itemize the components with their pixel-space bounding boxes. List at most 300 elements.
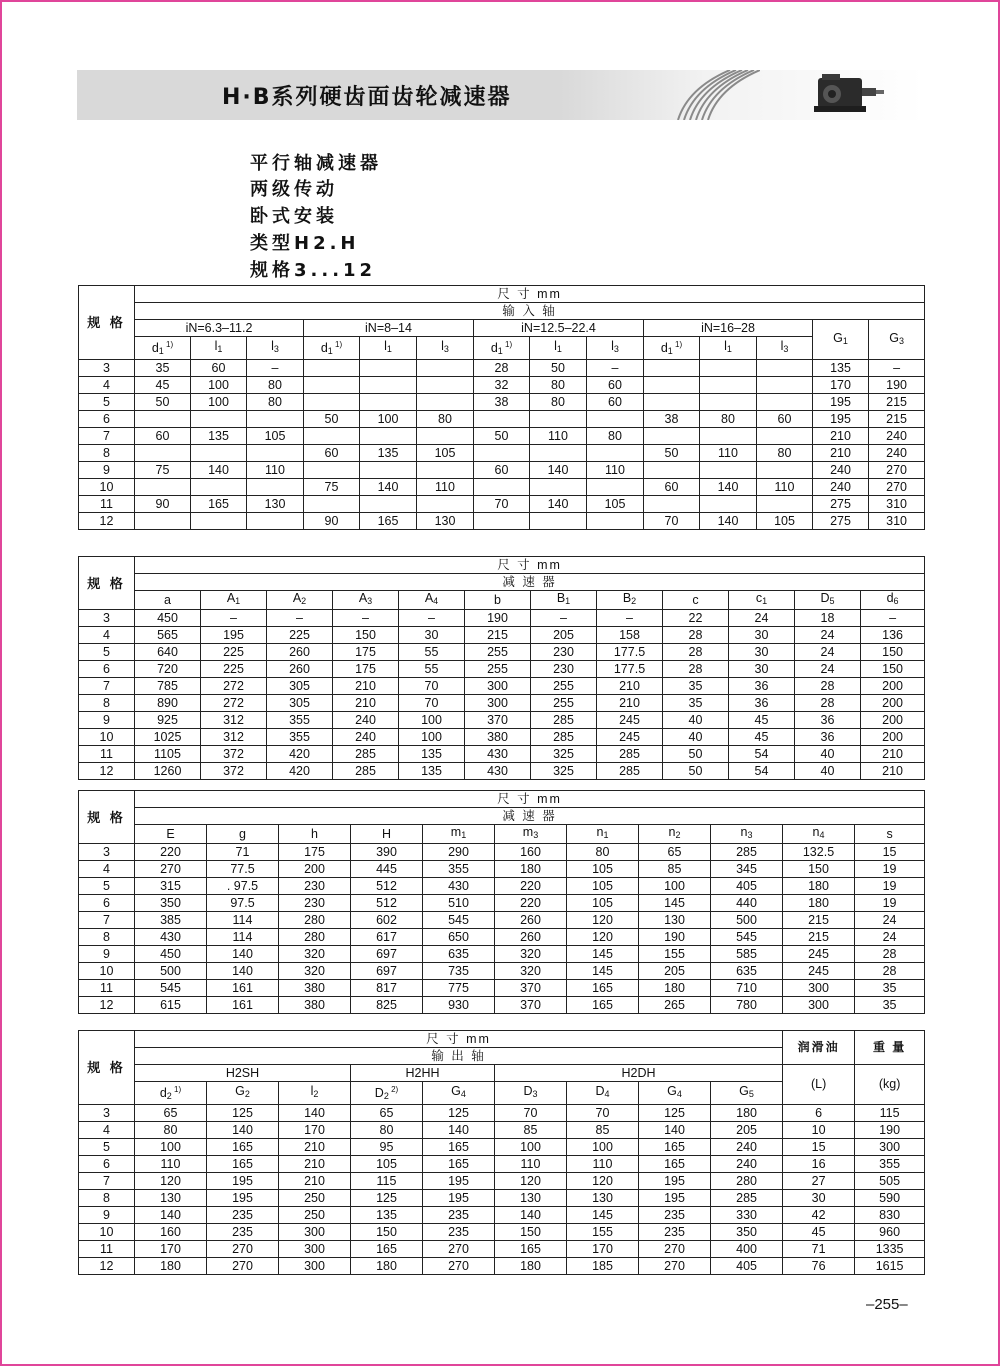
h2hh-header: H2HH xyxy=(351,1065,495,1082)
value-cell: 195 xyxy=(423,1190,495,1207)
value-cell: 200 xyxy=(861,712,925,729)
table-row xyxy=(79,360,925,377)
value-cell: 405 xyxy=(711,878,783,895)
table-row xyxy=(79,878,925,895)
table-row xyxy=(79,746,925,763)
ratio-header-1: iN=6.3–11.2 xyxy=(135,320,304,337)
value-cell: 180 xyxy=(495,1258,567,1275)
value-cell: 60 xyxy=(587,394,644,411)
subtitle-line-1: 平行轴减速器 xyxy=(250,153,382,174)
value-cell: 60 xyxy=(587,377,644,394)
size-cell: 8 xyxy=(79,695,135,712)
value-cell xyxy=(530,513,587,530)
value-cell: 140 xyxy=(207,963,279,980)
value-cell: 260 xyxy=(495,929,567,946)
gearbox-product-icon xyxy=(808,72,888,116)
value-cell: 165 xyxy=(567,997,639,1014)
value-cell: 290 xyxy=(423,844,495,861)
value-cell xyxy=(530,479,587,496)
value-cell: 180 xyxy=(135,1258,207,1275)
value-cell: 130 xyxy=(567,1190,639,1207)
value-cell: 1260 xyxy=(135,763,201,780)
column-header-n4: $n_4$ xyxy=(783,825,855,844)
size-cell: 8 xyxy=(79,1190,135,1207)
value-cell: 830 xyxy=(855,1207,925,1224)
table-row xyxy=(79,513,925,530)
value-cell: 165 xyxy=(423,1139,495,1156)
value-cell xyxy=(474,411,530,428)
value-cell: 130 xyxy=(639,912,711,929)
value-cell: 372 xyxy=(201,746,267,763)
value-cell: 775 xyxy=(423,980,495,997)
lubricant-unit: (L) xyxy=(783,1065,855,1105)
value-cell: – xyxy=(597,610,663,627)
value-cell: 270 xyxy=(207,1258,279,1275)
value-cell: 380 xyxy=(465,729,531,746)
value-cell: 235 xyxy=(207,1224,279,1241)
value-cell: 170 xyxy=(567,1241,639,1258)
value-cell: 105 xyxy=(567,895,639,912)
size-cell: 8 xyxy=(79,929,135,946)
column-header-d5: $D_5$ xyxy=(795,591,861,610)
value-cell: 210 xyxy=(861,763,925,780)
value-cell: 325 xyxy=(531,763,597,780)
value-cell xyxy=(360,360,417,377)
value-cell xyxy=(360,428,417,445)
value-cell: 635 xyxy=(711,963,783,980)
value-cell xyxy=(247,513,304,530)
table-row xyxy=(79,610,925,627)
column-header-g4: $G_4$ xyxy=(639,1082,711,1105)
value-cell: 205 xyxy=(531,627,597,644)
value-cell: 235 xyxy=(423,1207,495,1224)
value-cell: 1615 xyxy=(855,1258,925,1275)
value-cell: 70 xyxy=(474,496,530,513)
table-row xyxy=(79,929,925,946)
value-cell: 32 xyxy=(474,377,530,394)
value-cell xyxy=(700,462,757,479)
value-cell: 80 xyxy=(351,1122,423,1139)
value-cell: 370 xyxy=(495,997,567,1014)
value-cell: 140 xyxy=(207,946,279,963)
value-cell: 15 xyxy=(855,844,925,861)
value-cell: 370 xyxy=(495,980,567,997)
table-row xyxy=(79,1173,925,1190)
value-cell: 135 xyxy=(360,445,417,462)
value-cell: 35 xyxy=(855,980,925,997)
value-cell: 35 xyxy=(663,678,729,695)
value-cell: 785 xyxy=(135,678,201,695)
value-cell: 210 xyxy=(279,1173,351,1190)
table-row xyxy=(79,479,925,496)
value-cell: 40 xyxy=(663,712,729,729)
value-cell: 50 xyxy=(135,394,191,411)
size-cell: 7 xyxy=(79,1173,135,1190)
value-cell: 30 xyxy=(729,644,795,661)
value-cell: 272 xyxy=(201,678,267,695)
value-cell: 135 xyxy=(813,360,869,377)
value-cell: 140 xyxy=(279,1105,351,1122)
column-header-h: h xyxy=(279,825,351,844)
value-cell: 110 xyxy=(247,462,304,479)
value-cell: 210 xyxy=(333,695,399,712)
value-cell: 165 xyxy=(360,513,417,530)
value-cell: 270 xyxy=(423,1241,495,1258)
value-cell: 105 xyxy=(351,1156,423,1173)
value-cell: 285 xyxy=(333,746,399,763)
value-cell: 38 xyxy=(474,394,530,411)
value-cell: 510 xyxy=(423,895,495,912)
value-cell xyxy=(644,462,700,479)
value-cell: 445 xyxy=(351,861,423,878)
value-cell: 310 xyxy=(869,496,925,513)
size-cell: 5 xyxy=(79,878,135,895)
value-cell: 120 xyxy=(567,912,639,929)
value-cell: 200 xyxy=(279,861,351,878)
value-cell: 120 xyxy=(135,1173,207,1190)
value-cell: 85 xyxy=(567,1122,639,1139)
value-cell xyxy=(304,496,360,513)
value-cell: 35 xyxy=(663,695,729,712)
column-header-d1: $d_1$ $^{1)}$ xyxy=(474,337,530,360)
value-cell: 80 xyxy=(530,394,587,411)
value-cell: 70 xyxy=(567,1105,639,1122)
value-cell: 80 xyxy=(757,445,813,462)
value-cell: 300 xyxy=(279,1241,351,1258)
value-cell: 38 xyxy=(644,411,700,428)
value-cell xyxy=(587,513,644,530)
value-cell: 24 xyxy=(855,929,925,946)
column-header-d1: $d_1$ $^{1)}$ xyxy=(135,337,191,360)
value-cell: 95 xyxy=(351,1139,423,1156)
value-cell: 545 xyxy=(711,929,783,946)
value-cell: 165 xyxy=(351,1241,423,1258)
size-cell: 11 xyxy=(79,496,135,513)
value-cell: 145 xyxy=(567,946,639,963)
value-cell: 175 xyxy=(279,844,351,861)
value-cell: 210 xyxy=(861,746,925,763)
value-cell: 312 xyxy=(201,729,267,746)
value-cell: 275 xyxy=(813,496,869,513)
value-cell: 50 xyxy=(663,746,729,763)
value-cell: 177.5 xyxy=(597,661,663,678)
column-header-l3: $l_3$ xyxy=(417,337,474,360)
value-cell: 200 xyxy=(861,729,925,746)
value-cell: 350 xyxy=(711,1224,783,1241)
value-cell: 215 xyxy=(869,411,925,428)
value-cell: 36 xyxy=(729,678,795,695)
value-cell: 165 xyxy=(567,980,639,997)
value-cell: 505 xyxy=(855,1173,925,1190)
value-cell xyxy=(700,428,757,445)
value-cell: 500 xyxy=(711,912,783,929)
value-cell: 45 xyxy=(729,729,795,746)
size-cell: 4 xyxy=(79,861,135,878)
size-header: 规 格 xyxy=(79,1031,135,1105)
value-cell: 220 xyxy=(495,895,567,912)
g3-header: $G_3$ xyxy=(869,320,925,360)
value-cell: 100 xyxy=(567,1139,639,1156)
value-cell xyxy=(530,445,587,462)
value-cell xyxy=(247,479,304,496)
reducer-header: 减 速 器 xyxy=(135,808,925,825)
value-cell: 170 xyxy=(135,1241,207,1258)
value-cell: – xyxy=(587,360,644,377)
value-cell xyxy=(757,377,813,394)
column-header-l1: $l_1$ xyxy=(360,337,417,360)
table-row xyxy=(79,627,925,644)
value-cell: 285 xyxy=(531,729,597,746)
value-cell: 161 xyxy=(207,997,279,1014)
value-cell xyxy=(757,360,813,377)
value-cell: 320 xyxy=(279,946,351,963)
value-cell: 130 xyxy=(495,1190,567,1207)
value-cell: 10 xyxy=(783,1122,855,1139)
value-cell: 125 xyxy=(423,1105,495,1122)
value-cell: 140 xyxy=(135,1207,207,1224)
value-cell xyxy=(417,462,474,479)
value-cell: 100 xyxy=(495,1139,567,1156)
banner-swoosh-lines xyxy=(640,70,760,120)
value-cell: 100 xyxy=(191,394,247,411)
value-cell: 16 xyxy=(783,1156,855,1173)
value-cell: 71 xyxy=(783,1241,855,1258)
value-cell xyxy=(587,411,644,428)
value-cell: 136 xyxy=(861,627,925,644)
value-cell: 285 xyxy=(333,763,399,780)
table-row xyxy=(79,428,925,445)
value-cell: 40 xyxy=(795,763,861,780)
table-row xyxy=(79,997,925,1014)
value-cell: 430 xyxy=(465,763,531,780)
ratio-header-2: iN=8–14 xyxy=(304,320,474,337)
value-cell: 300 xyxy=(465,678,531,695)
value-cell: 54 xyxy=(729,746,795,763)
value-cell xyxy=(417,394,474,411)
value-cell: 190 xyxy=(869,377,925,394)
value-cell: 50 xyxy=(663,763,729,780)
value-cell: 165 xyxy=(495,1241,567,1258)
value-cell: 70 xyxy=(399,695,465,712)
size-cell: 12 xyxy=(79,513,135,530)
column-header-l1: $l_1$ xyxy=(191,337,247,360)
value-cell: 30 xyxy=(783,1190,855,1207)
value-cell: 590 xyxy=(855,1190,925,1207)
value-cell xyxy=(191,513,247,530)
value-cell: 215 xyxy=(869,394,925,411)
value-cell: 105 xyxy=(247,428,304,445)
value-cell xyxy=(757,462,813,479)
column-header-l3: $l_3$ xyxy=(587,337,644,360)
column-header-s: s xyxy=(855,825,925,844)
value-cell: 270 xyxy=(869,462,925,479)
value-cell: 54 xyxy=(729,763,795,780)
column-header-d4: $D_4$ xyxy=(567,1082,639,1105)
value-cell: 270 xyxy=(869,479,925,496)
column-header-e: E xyxy=(135,825,207,844)
value-cell: 150 xyxy=(333,627,399,644)
value-cell: 140 xyxy=(530,496,587,513)
value-cell: 100 xyxy=(360,411,417,428)
table-row xyxy=(79,695,925,712)
column-header-c: c xyxy=(663,591,729,610)
housing-dimension-table-2 xyxy=(78,790,925,1014)
size-cell: 4 xyxy=(79,377,135,394)
value-cell: 24 xyxy=(855,912,925,929)
column-header-d1: $d_1$ $^{1)}$ xyxy=(644,337,700,360)
column-header-l1: $l_1$ xyxy=(700,337,757,360)
value-cell: 185 xyxy=(567,1258,639,1275)
page-border-left xyxy=(0,0,2,1366)
value-cell: 305 xyxy=(267,695,333,712)
value-cell: 450 xyxy=(135,610,201,627)
value-cell xyxy=(135,445,191,462)
value-cell: 70 xyxy=(399,678,465,695)
value-cell: 114 xyxy=(207,929,279,946)
table-row xyxy=(79,1139,925,1156)
value-cell: 155 xyxy=(639,946,711,963)
value-cell: 697 xyxy=(351,963,423,980)
value-cell: 225 xyxy=(201,644,267,661)
column-header-c1: $c_1$ xyxy=(729,591,795,610)
value-cell: 100 xyxy=(399,729,465,746)
value-cell: 30 xyxy=(729,627,795,644)
value-cell: 170 xyxy=(813,377,869,394)
value-cell: 255 xyxy=(465,661,531,678)
value-cell: 155 xyxy=(567,1224,639,1241)
size-cell: 5 xyxy=(79,644,135,661)
value-cell: 180 xyxy=(783,878,855,895)
value-cell: 110 xyxy=(567,1156,639,1173)
value-cell: 110 xyxy=(135,1156,207,1173)
column-header-b: b xyxy=(465,591,531,610)
value-cell: 195 xyxy=(639,1190,711,1207)
size-cell: 10 xyxy=(79,729,135,746)
value-cell: 24 xyxy=(795,627,861,644)
value-cell: 240 xyxy=(333,712,399,729)
value-cell: 90 xyxy=(304,513,360,530)
value-cell: 76 xyxy=(783,1258,855,1275)
ratio-header-3: iN=12.5–22.4 xyxy=(474,320,644,337)
value-cell: 71 xyxy=(207,844,279,861)
value-cell: 430 xyxy=(465,746,531,763)
value-cell: 372 xyxy=(201,763,267,780)
table-row xyxy=(79,946,925,963)
value-cell: 50 xyxy=(530,360,587,377)
value-cell xyxy=(700,360,757,377)
value-cell: 80 xyxy=(530,377,587,394)
value-cell xyxy=(360,496,417,513)
value-cell: 960 xyxy=(855,1224,925,1241)
column-header-n3: $n_3$ xyxy=(711,825,783,844)
size-cell: 9 xyxy=(79,1207,135,1224)
value-cell: 615 xyxy=(135,997,207,1014)
value-cell: – xyxy=(531,610,597,627)
table-row xyxy=(79,1241,925,1258)
value-cell: 225 xyxy=(201,661,267,678)
value-cell: 180 xyxy=(711,1105,783,1122)
value-cell: 190 xyxy=(639,929,711,946)
size-cell: 6 xyxy=(79,411,135,428)
column-header-m1: $m_1$ xyxy=(423,825,495,844)
value-cell: 240 xyxy=(869,445,925,462)
value-cell: 585 xyxy=(711,946,783,963)
column-header-a4: $A_4$ xyxy=(399,591,465,610)
size-cell: 3 xyxy=(79,360,135,377)
size-cell: 7 xyxy=(79,912,135,929)
value-cell: 512 xyxy=(351,878,423,895)
value-cell: 114 xyxy=(207,912,279,929)
value-cell: 210 xyxy=(813,428,869,445)
table-row xyxy=(79,644,925,661)
value-cell: 175 xyxy=(333,644,399,661)
value-cell: 140 xyxy=(360,479,417,496)
value-cell: 75 xyxy=(135,462,191,479)
value-cell: 200 xyxy=(861,678,925,695)
table-row xyxy=(79,895,925,912)
value-cell: 500 xyxy=(135,963,207,980)
table-row xyxy=(79,661,925,678)
value-cell: 1025 xyxy=(135,729,201,746)
column-header-g4: $G_4$ xyxy=(423,1082,495,1105)
value-cell xyxy=(135,513,191,530)
value-cell: 158 xyxy=(597,627,663,644)
output-shaft-header: 输 出 轴 xyxy=(135,1048,783,1065)
value-cell: 565 xyxy=(135,627,201,644)
value-cell: 120 xyxy=(495,1173,567,1190)
value-cell: 97.5 xyxy=(207,895,279,912)
output-shaft-table xyxy=(78,1030,925,1275)
size-cell: 12 xyxy=(79,997,135,1014)
value-cell: 270 xyxy=(639,1241,711,1258)
value-cell: 617 xyxy=(351,929,423,946)
value-cell: 55 xyxy=(399,661,465,678)
size-header: 规 格 xyxy=(79,557,135,610)
value-cell: 180 xyxy=(495,861,567,878)
value-cell xyxy=(417,496,474,513)
value-cell: 250 xyxy=(279,1207,351,1224)
size-cell: 9 xyxy=(79,712,135,729)
value-cell: 205 xyxy=(711,1122,783,1139)
value-cell: 235 xyxy=(639,1224,711,1241)
value-cell: 260 xyxy=(267,661,333,678)
value-cell: 36 xyxy=(795,712,861,729)
size-cell: 9 xyxy=(79,462,135,479)
value-cell: 260 xyxy=(495,912,567,929)
value-cell: 300 xyxy=(783,997,855,1014)
value-cell: 135 xyxy=(399,746,465,763)
column-header-l2: $l_2$ xyxy=(279,1082,351,1105)
value-cell: 430 xyxy=(135,929,207,946)
value-cell: 190 xyxy=(855,1122,925,1139)
value-cell: 512 xyxy=(351,895,423,912)
value-cell: 150 xyxy=(861,661,925,678)
value-cell: 165 xyxy=(423,1156,495,1173)
value-cell: 105 xyxy=(417,445,474,462)
dimension-header: 尺 寸 mm xyxy=(135,557,925,574)
value-cell: 165 xyxy=(207,1139,279,1156)
value-cell xyxy=(644,394,700,411)
value-cell: 230 xyxy=(279,895,351,912)
value-cell: 325 xyxy=(531,746,597,763)
value-cell: 320 xyxy=(495,963,567,980)
value-cell xyxy=(191,411,247,428)
value-cell: 735 xyxy=(423,963,495,980)
table-row xyxy=(79,377,925,394)
value-cell: 80 xyxy=(567,844,639,861)
subtitle-line-2: 两级传动 xyxy=(250,179,338,200)
value-cell: 285 xyxy=(711,1190,783,1207)
